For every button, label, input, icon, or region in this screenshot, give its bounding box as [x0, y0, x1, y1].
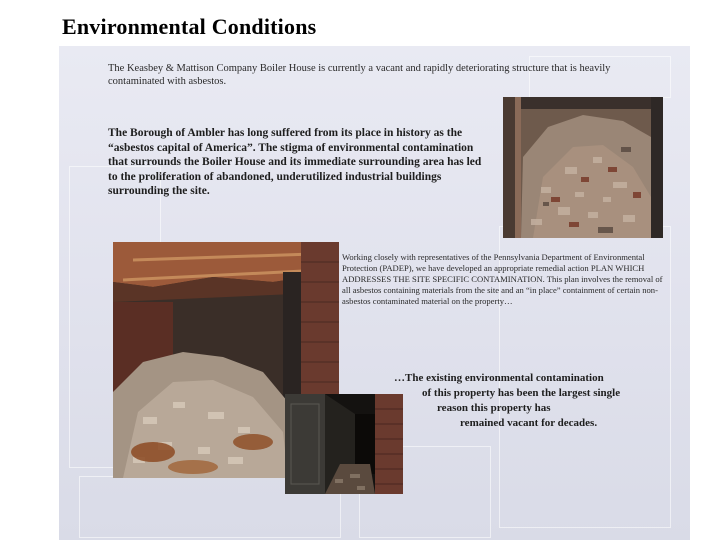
intro-paragraph: The Keasbey & Mattison Company Boiler House is currently a vacant and rapidly deteriorating structure that is heavily contaminated with asbestos. [108, 63, 611, 87]
history-paragraph: The Borough of Ambler has long suffered from its place in history as the “asbestos capital of America”. The stigma of environmental contamination that surrounds the Boiler House and its immediate surrounding area has led to the proliferation of abandoned, underutilized industrial buildings surrounding the site. [108, 127, 482, 197]
conclusion-line: of this property has been the largest single [422, 387, 621, 399]
page-title: Environmental Conditions [62, 14, 317, 39]
conclusion-line: remained vacant for decades. [460, 417, 598, 429]
conclusion-paragraph [394, 371, 654, 431]
content-panel [59, 46, 690, 540]
conclusion-line: reason this property has [437, 402, 551, 414]
conclusion-line: …The existing environmental contamination [394, 372, 604, 384]
rubble-photo [503, 97, 663, 238]
remediation-plan-paragraph: Working closely with representatives of the Pennsylvania Department of Environmental Protection (PADEP), we have developed an appropriate remedial action PLAN WHICH ADDRESSES THE SITE SPECIFIC CONTAMINATION. This plan involves the removal of all asbestos containing materials from the site and an “in place” containment of certain non-asbestos contaminated material on the property… [342, 252, 663, 306]
corridor-photo [285, 394, 403, 494]
